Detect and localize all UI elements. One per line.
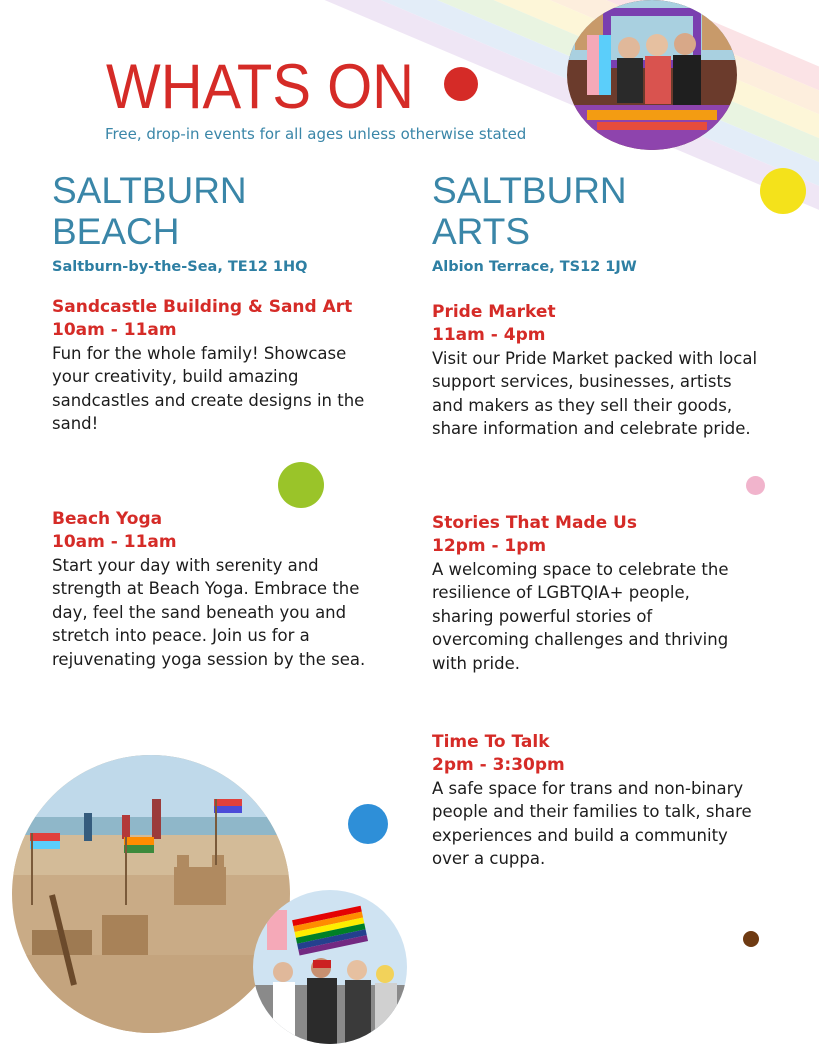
- red-dot-decoration: [444, 67, 478, 101]
- event-time-to-talk: [432, 731, 762, 871]
- venue-name-line: ARTS: [432, 211, 531, 252]
- event-description: Fun for the whole family! Showcase your creativity, build amazing sandcastles and create designs in the sand!: [52, 344, 365, 434]
- event-title: Beach Yoga: [52, 509, 163, 529]
- event-sandcastle-building: [52, 296, 382, 436]
- event-description: Start your day with serenity and strength at Beach Yoga. Embrace the day, feel the sand beneath you and stretch into peace. Join us for a rejuvenating yoga session by the sea.: [52, 556, 366, 669]
- event-time: 10am - 11am: [52, 532, 177, 552]
- yellow-dot-decoration: [760, 168, 806, 214]
- event-title: Stories That Made Us: [432, 513, 637, 533]
- event-time: 11am - 4pm: [432, 325, 546, 345]
- event-description: A safe space for trans and non-binary people and their families to talk, share experiences and build a community over a cuppa.: [432, 779, 752, 869]
- event-description: A welcoming space to celebrate the resilience of LGBTQIA+ people, sharing powerful stories of overcoming challenges and thriving with pride.: [432, 560, 729, 673]
- page-subtitle: Free, drop-in events for all ages unless otherwise stated: [105, 125, 527, 143]
- event-time: 12pm - 1pm: [432, 536, 547, 556]
- event-title: Time To Talk: [432, 732, 550, 752]
- venue-name-line: SALTBURN: [432, 170, 627, 211]
- event-pride-market: [432, 301, 762, 441]
- venue-name-line: SALTBURN: [52, 170, 247, 211]
- green-dot-decoration: [278, 462, 324, 508]
- page-title: WHATS ON: [106, 52, 415, 122]
- event-stories-that-made-us: [432, 512, 762, 675]
- brown-dot-decoration: [743, 931, 759, 947]
- event-title: Pride Market: [432, 302, 556, 322]
- event-time: 2pm - 3:30pm: [432, 755, 565, 775]
- event-beach-yoga: [52, 508, 382, 671]
- venue-address-beach: Saltburn-by-the-Sea, TE12 1HQ: [52, 259, 308, 275]
- pride-market-photo: [567, 0, 737, 150]
- venue-name-beach: [52, 170, 247, 252]
- event-time: 10am - 11am: [52, 320, 177, 340]
- event-title: Sandcastle Building & Sand Art: [52, 297, 353, 317]
- venue-address-arts: Albion Terrace, TS12 1JW: [432, 259, 637, 275]
- event-description: Visit our Pride Market packed with local support services, businesses, artists and makers as they sell their goods, share information and celebrate pride.: [432, 349, 758, 439]
- beach-sandcastles-photo: [12, 755, 290, 1033]
- blue-dot-decoration: [348, 804, 388, 844]
- venue-name-arts: [432, 170, 627, 252]
- pride-crowd-photo: [253, 890, 407, 1044]
- pink-dot-decoration: [746, 476, 765, 495]
- venue-name-line: BEACH: [52, 211, 180, 252]
